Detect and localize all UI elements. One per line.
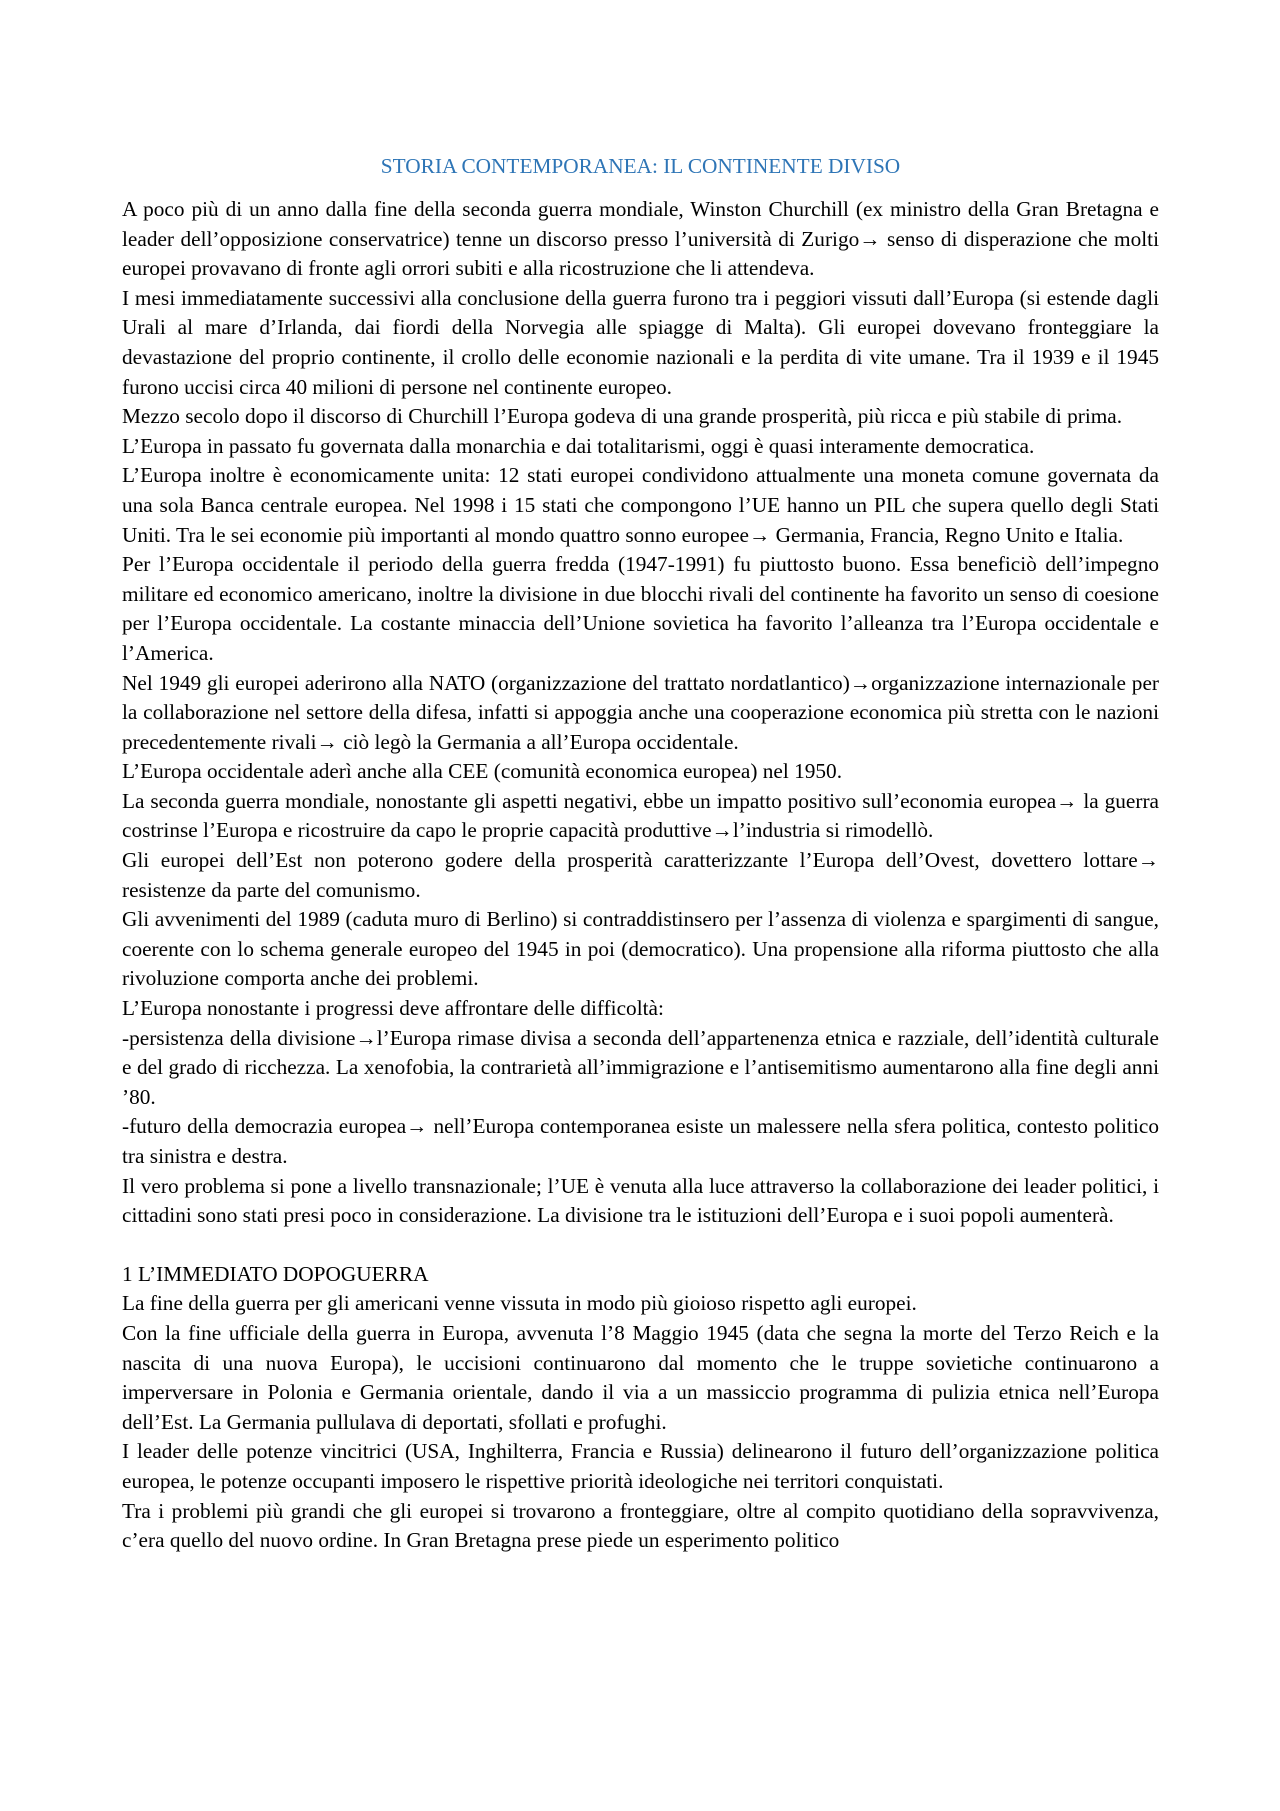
paragraph: -persistenza della divisione→l’Europa rimase divisa a seconda dell’appartenenza etnica e razziale, dell’identità culturale e del grado di ricchezza. La xenofobia, la contrarietà all’immigrazione e l’antisemitismo aumentarono alla fine degli anni ’80.: [122, 1025, 1159, 1109]
paragraph: Tra i problemi più grandi che gli europei si trovarono a fronteggiare, oltre al compito quotidiano della sopravvivenza, c’era quello del nuovo ordine. In Gran Bretagna prese piede un esperimento politico: [122, 1498, 1159, 1553]
paragraph: I mesi immediatamente successivi alla conclusione della guerra furono tra i peggiori vissuti dall’Europa (si estende dagli Urali al mare d’Irlanda, dai fiordi della Norvegia alle spiagge di Malta). Gli europei dovevano fronteggiare la devastazione del proprio continente, il crollo delle economie nazionali e la perdita di vite umane. Tra il 1939 e il 1945 furono uccisi circa 40 milioni di persone nel continente europeo.: [122, 285, 1159, 399]
paragraph: La fine della guerra per gli americani venne vissuta in modo più gioioso rispetto agli europei.: [122, 1291, 917, 1316]
paragraph: Gli europei dell’Est non poterono godere della prosperità caratterizzante l’Europa dell’Ovest, dovettero lottare→ resistenze da parte del comunismo.: [122, 848, 1159, 902]
paragraph: Con la fine ufficiale della guerra in Europa, avvenuta l’8 Maggio 1945 (data che segna la morte del Terzo Reich e la nascita di una nuova Europa), le uccisioni continuarono dal momento che le truppe sovietiche continuarono a imperversare in Polonia e Germania orientale, dando il via a un massiccio programma di pulizia etnica nell’Europa dell’Est. La Germania pullulava di deportati, sfollati e profughi.: [122, 1320, 1159, 1434]
paragraph: L’Europa in passato fu governata dalla monarchia e dai totalitarismi, oggi è quasi interamente democratica.: [122, 433, 1035, 458]
paragraph: -futuro della democrazia europea→ nell’Europa contemporanea esiste un malessere nella sfera politica, contesto politico tra sinistra e destra.: [122, 1114, 1159, 1168]
paragraph: Mezzo secolo dopo il discorso di Churchill l’Europa godeva di una grande prosperità, più ricca e più stabile di prima.: [122, 404, 1123, 429]
paragraph: A poco più di un anno dalla fine della seconda guerra mondiale, Winston Churchill (ex ministro della Gran Bretagna e leader dell’opposizione conservatrice) tenne un discorso presso l’università di Zurigo→ senso di disperazione che molti europei provavano di fronte agli orrori subiti e alla ricostruzione che li attendeva.: [122, 197, 1159, 281]
document-title: STORIA CONTEMPORANEA: IL CONTINENTE DIVISO: [380, 154, 901, 178]
paragraph: Per l’Europa occidentale il periodo della guerra fredda (1947-1991) fu piuttosto buono. Essa beneficiò dell’impegno militare ed economico americano, inoltre la divisione in due blocchi rivali del continente ha favorito un senso di coesione per l’Europa occidentale. La costante minaccia dell’Unione sovietica ha favorito l’alleanza tra l’Europa occidentale e l’America.: [122, 552, 1159, 665]
document-page: [122, 152, 1159, 1556]
paragraph: L’Europa nonostante i progressi deve affrontare delle difficoltà:: [122, 996, 664, 1021]
paragraph: I leader delle potenze vincitrici (USA, Inghilterra, Francia e Russia) delinearono il futuro dell’organizzazione politica europea, le potenze occupanti imposero le rispettive priorità ideologiche nei territori conquistati.: [122, 1439, 1159, 1493]
paragraph: Nel 1949 gli europei aderirono alla NATO (organizzazione del trattato nordatlantico)→organizzazione internazionale per la collaborazione nel settore della difesa, infatti si appoggia anche una cooperazione economica più stretta con le nazioni precedentemente rivali→ ciò legò la Germania a all’Europa occidentale.: [122, 670, 1159, 754]
section-heading: 1 L’IMMEDIATO DOPOGUERRA: [122, 1261, 429, 1286]
paragraph: Gli avvenimenti del 1989 (caduta muro di Berlino) si contraddistinsero per l’assenza di violenza e spargimenti di sangue, coerente con lo schema generale europeo del 1945 in poi (democratico). Una propensione alla riforma piuttosto che alla rivoluzione comporta anche dei problemi.: [122, 907, 1159, 991]
section-spacer: [122, 1231, 1159, 1260]
paragraph: La seconda guerra mondiale, nonostante gli aspetti negativi, ebbe un impatto positivo sull’economia europea→ la guerra costrinse l’Europa e ricostruire da capo le proprie capacità produttive→l’industria si rimodellò.: [122, 788, 1159, 843]
paragraph: L’Europa inoltre è economicamente unita: 12 stati europei condividono attualmente una moneta comune governata da una sola Banca centrale europea. Nel 1998 i 15 stati che compongono l’UE hanno un PIL che supera quello degli Stati Uniti. Tra le sei economie più importanti al mondo quattro sonno europee→ Germania, Francia, Regno Unito e Italia.: [122, 463, 1159, 547]
paragraph: Il vero problema si pone a livello transnazionale; l’UE è venuta alla luce attraverso la collaborazione dei leader politici, i cittadini sono stati presi poco in considerazione. La divisione tra le istituzioni dell’Europa e i suoi popoli aumenterà.: [122, 1173, 1159, 1228]
paragraph: L’Europa occidentale aderì anche alla CEE (comunità economica europea) nel 1950.: [122, 759, 843, 784]
